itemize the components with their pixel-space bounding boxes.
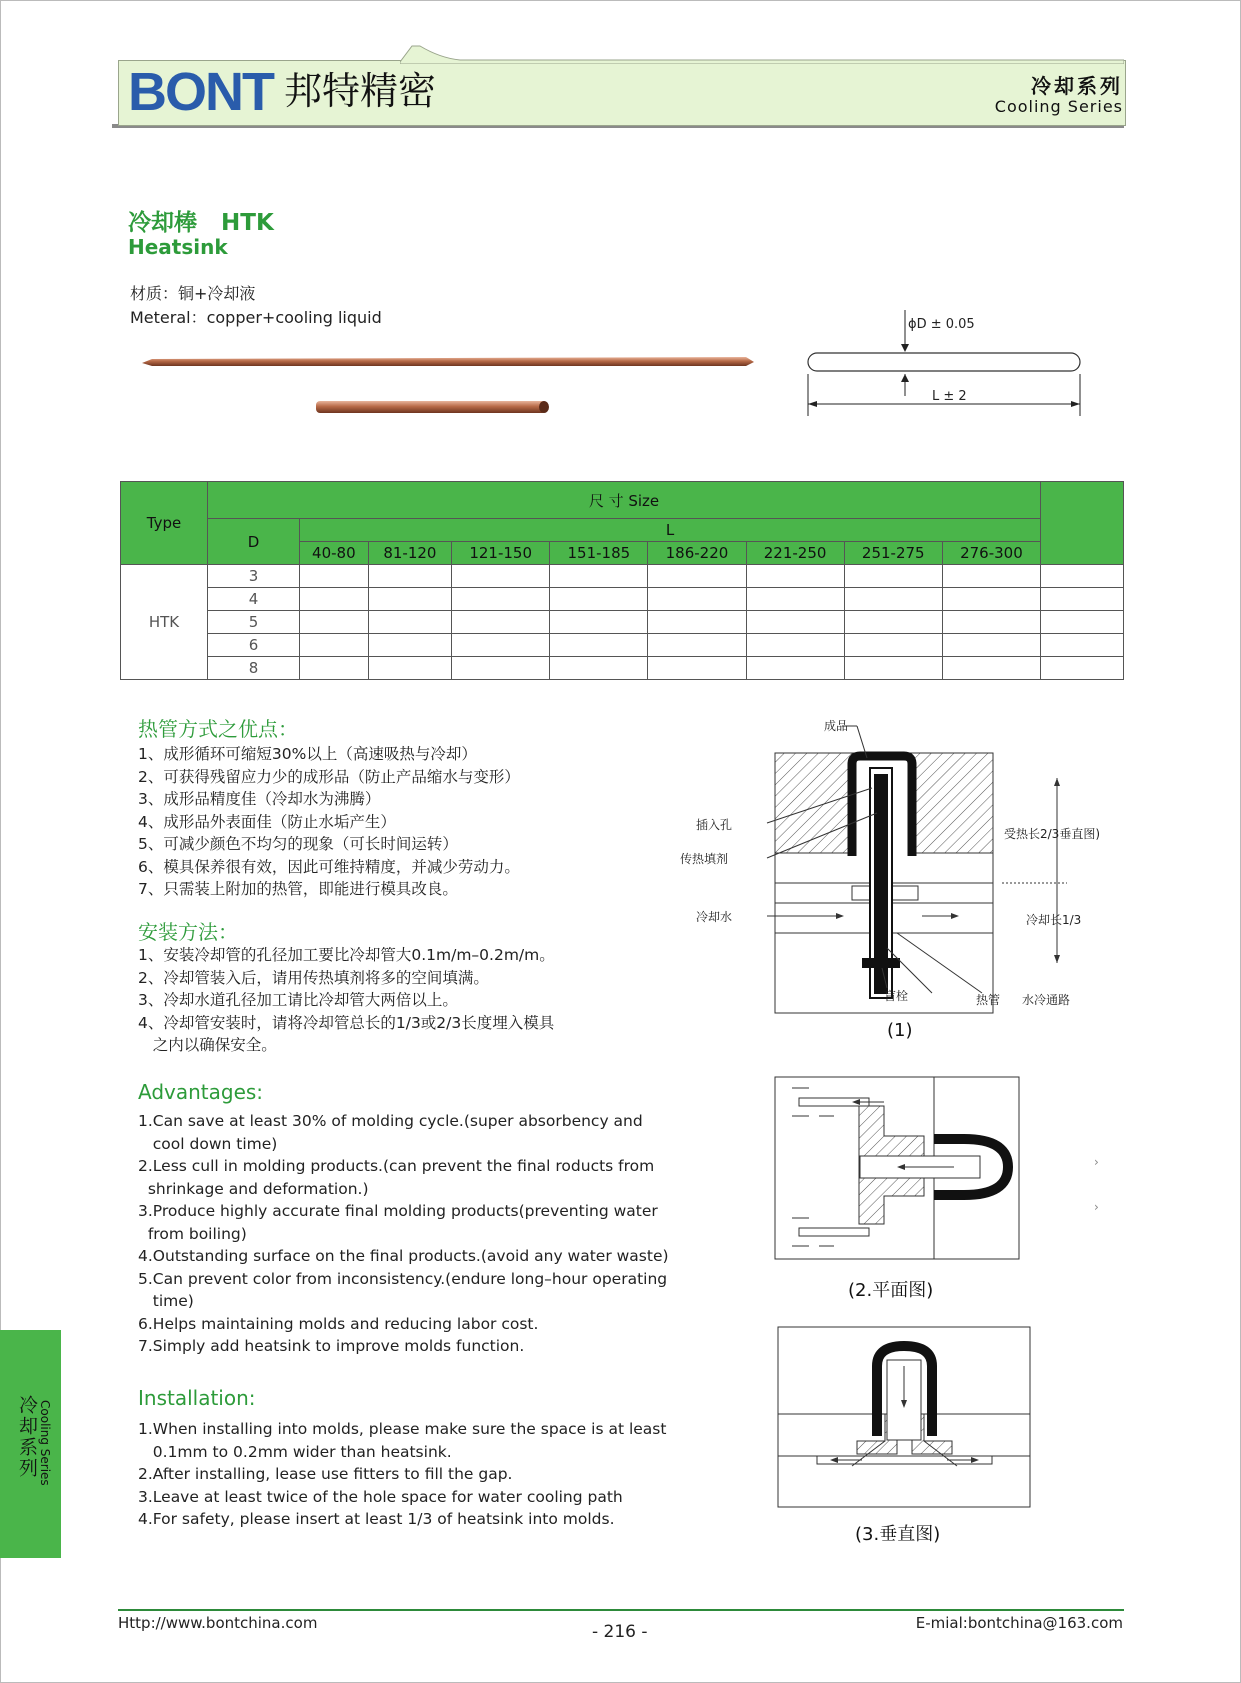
list-item: time) [138, 1292, 194, 1310]
installation-en-heading: Installation: [138, 1386, 256, 1410]
label-filler: 传热填剂 [680, 852, 729, 866]
label-heat-pipe: 热管 [976, 993, 1001, 1007]
list-item: shrinkage and deformation.) [138, 1179, 369, 1198]
list-item: 3.Leave at least twice of the hole space for water cooling path [138, 1487, 623, 1506]
table-row [121, 657, 1124, 680]
length-label: L ± 2 [932, 389, 967, 404]
list-item: 5.Can prevent color from inconsistency.(endure long–hour operating [138, 1269, 668, 1288]
side-tab-cn: 冷却系列 [16, 1395, 38, 1479]
list-item: 3.Produce highly accurate final molding products(preventing water [138, 1202, 658, 1220]
dimension-drawing [800, 306, 1090, 421]
list-item: 1、成形循环可缩短30%以上（高速吸热与冷却） [138, 745, 477, 763]
size-table [120, 481, 1124, 680]
table-row [121, 611, 1124, 634]
side-tab-en: Cooling Series [38, 1400, 52, 1486]
product-model: HTK [221, 210, 274, 236]
label-cooling-water: 冷却水 [696, 910, 733, 924]
advantages-en-list [138, 1110, 669, 1358]
plug [862, 958, 900, 968]
installation-cn-list [138, 944, 555, 1057]
size-header: 尺 寸 Size [208, 482, 1041, 519]
list-item: 2.After installing, lease use fitters to fill the gap. [138, 1465, 513, 1483]
type-cell: HTK [121, 565, 208, 680]
product-title-cn [128, 204, 274, 237]
diagram-2-caption: (2.平面图) [848, 1280, 934, 1301]
list-item: 7.Simply add heatsink to improve molds function. [138, 1337, 525, 1355]
d-cell: 4 [208, 588, 300, 611]
d-cell: 3 [208, 565, 300, 588]
heatsink-photo [138, 350, 758, 420]
l-range-header: 40-80 [300, 542, 369, 565]
diagram-1 [672, 718, 1112, 1038]
list-item: 1.When installing into molds, please make sure the space is at least [138, 1420, 667, 1438]
d-cell: 6 [208, 634, 300, 657]
short-rod [316, 401, 546, 413]
d-cell: 8 [208, 657, 300, 680]
l-range-header: 251-275 [844, 542, 942, 565]
extra-col-header [1041, 482, 1124, 565]
list-item: 1.Can save at least 30% of molding cycle.(super absorbency and [138, 1112, 643, 1130]
product-name-cn: 冷却棒 [128, 210, 197, 236]
material-cn: 材质：铜+冷却液 [130, 284, 256, 303]
long-rod [142, 357, 754, 366]
label-water-path: 水冷通路 [1022, 993, 1071, 1007]
list-item: 2、冷却管装入后，请用传热填剂将多的空间填满。 [138, 968, 489, 987]
label-insert-hole: 插入孔 [696, 818, 733, 832]
svg-text:›: › [1094, 1200, 1099, 1214]
table-row [121, 588, 1124, 611]
list-item: 6.Helps maintaining molds and reducing labor cost. [138, 1314, 539, 1333]
label-cooled-length: 冷却长1/3 [1026, 913, 1082, 927]
series-title-en: Cooling Series [994, 97, 1123, 116]
list-item: 3、冷却水道孔径加工请比冷却管大两倍以上。 [138, 991, 458, 1009]
label-product: 成品 [824, 719, 849, 733]
advantages-cn-list [138, 743, 520, 901]
footer-website[interactable]: Http://www.bontchina.com [118, 1614, 318, 1632]
footer-email[interactable]: E-mial:bontchina@163.com [915, 1614, 1123, 1632]
material-en: Meteral：copper+cooling liquid [130, 308, 382, 327]
installation-cn-heading: 安装方法： [138, 920, 238, 944]
list-item: 3、成形品精度佳（冷却水为沸腾） [138, 790, 381, 808]
table-row [121, 634, 1124, 657]
l-range-header: 121-150 [452, 542, 550, 565]
diameter-label: ϕD ± 0.05 [908, 317, 975, 332]
list-item: 5、可减少颜色不均匀的现象（可长时间运转） [138, 835, 458, 853]
svg-text:›: › [1094, 1155, 1099, 1169]
company-logo: BONT [128, 62, 273, 122]
l-range-header: 221-250 [746, 542, 844, 565]
type-header: Type [121, 482, 208, 565]
l-header: L [300, 519, 1041, 542]
rod-outline [808, 353, 1080, 371]
product-title-en: Heatsink [128, 235, 228, 259]
page-number: - 216 - [592, 1622, 648, 1642]
list-item: from boiling) [138, 1224, 247, 1243]
list-item: 2.Less cull in molding products.(can prevent the final roducts from [138, 1157, 655, 1175]
table-row [121, 565, 1124, 588]
diagram-1-caption: (1) [887, 1020, 913, 1041]
list-item: 1、安装冷却管的孔径加工要比冷却管大0.1m/m–0.2m/m。 [138, 946, 555, 964]
list-item: 0.1mm to 0.2mm wider than heatsink. [138, 1442, 452, 1461]
d-cell: 5 [208, 611, 300, 634]
list-item: cool down time) [138, 1134, 278, 1153]
l-range-header: 276-300 [942, 542, 1040, 565]
installation-en-list [138, 1418, 666, 1531]
l-range-header: 151-185 [550, 542, 648, 565]
footer-divider [118, 1609, 1124, 1611]
list-item: 4.Outstanding surface on the final products.(avoid any water waste) [138, 1247, 669, 1265]
advantages-en-heading: Advantages: [138, 1080, 264, 1104]
diagram-3-caption: (3.垂直图) [855, 1524, 941, 1545]
label-plug: 盲栓 [884, 989, 909, 1003]
diagram-3 [777, 1326, 1033, 1510]
list-item: 2、可获得残留应力少的成形品（防止产品缩水与变形） [138, 767, 520, 786]
company-name-cn: 邦特精密 [284, 69, 437, 113]
list-item: 6、模具保养很有效，因此可维持精度，并减少劳动力。 [138, 857, 520, 876]
list-item: 4.For safety, please insert at least 1/3 of heatsink into molds. [138, 1510, 615, 1528]
label-heated-length: 受热长2/3垂直图) [1004, 827, 1100, 841]
advantages-cn-heading: 热管方式之优点： [138, 717, 298, 741]
l-range-header: 81-120 [368, 542, 451, 565]
d-header: D [208, 519, 300, 565]
diagram-2 [774, 1076, 1104, 1262]
list-item: 4、成形品外表面佳（防止水垢产生） [138, 812, 396, 831]
l-range-header: 186-220 [648, 542, 746, 565]
banner-tab [400, 44, 1124, 64]
list-item: 之内以确保安全。 [138, 1036, 277, 1054]
series-title-cn: 冷却系列 [1031, 74, 1123, 98]
list-item: 4、冷却管安装时，请将冷却管总长的1/3或2/3长度埋入模具 [138, 1013, 555, 1032]
list-item: 7、只需装上附加的热管，即能进行模具改良。 [138, 880, 458, 898]
